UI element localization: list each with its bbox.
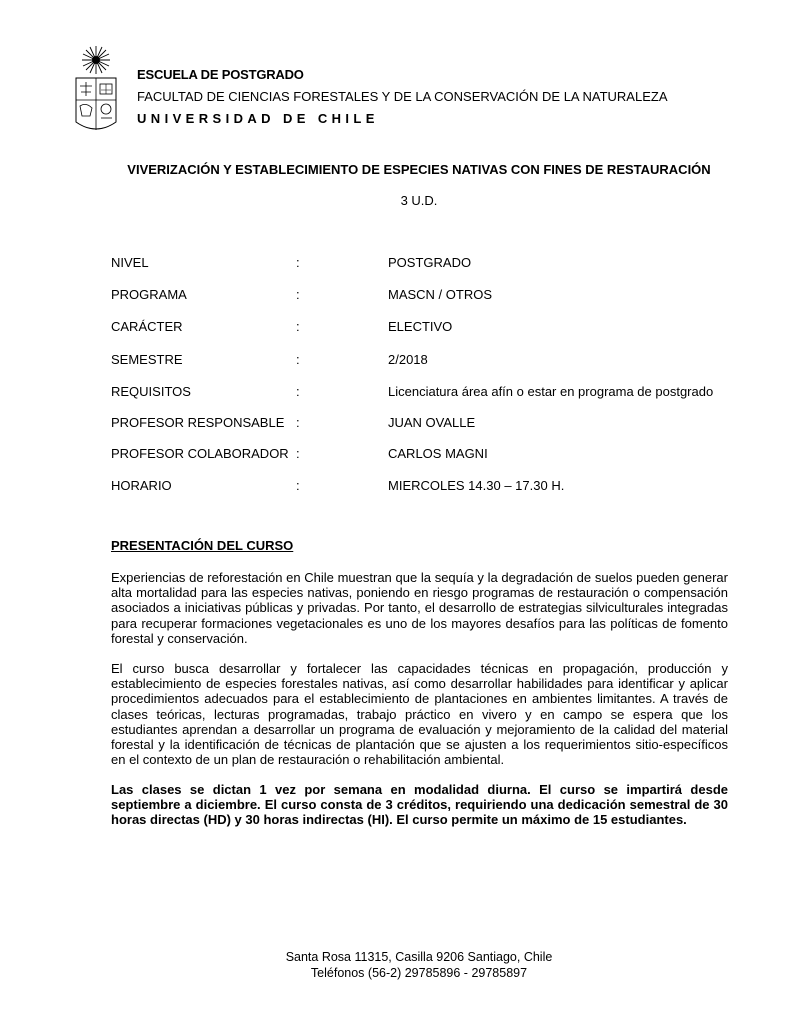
detail-separator: : (296, 478, 300, 493)
detail-row-profesor-responsable (111, 415, 751, 433)
school-name: ESCUELA DE POSTGRADO (137, 67, 304, 82)
presentation-paragraph-2: El curso busca desarrollar y fortalecer las capacidades técnicas en propagación, producción y establecimiento de especies forestales nativas, así como desarrollar habilidades para identificar y aplicar procedimientos adecuados para el establecimiento de plantaciones en ambientes limitantes. A través de clases teóricas, lecturas programadas, trabajo práctico en vivero y en campo se espera que los estudiantes aprendan a desarrollar un programa de evaluación y mejoramiento de la calidad del material forestal y la identificación de técnicas de plantación que se ajusten a los requerimientos sitio-específicos en el contexto de un plan de restauración o rehabilitación ambiental. (111, 661, 728, 768)
detail-row-horario (111, 478, 751, 496)
detail-label: HORARIO (111, 478, 172, 493)
detail-row-caracter (111, 319, 751, 337)
detail-value: Licenciatura área afín o estar en programa de postgrado (388, 384, 714, 399)
detail-value: CARLOS MAGNI (388, 446, 488, 461)
presentation-paragraph-1: Experiencias de reforestación en Chile muestran que la sequía y la degradación de suelos pueden generar alta mortalidad para las especies nativas, poniendo en riesgo programas de restauración o compensación asociados a iniciativas públicas y privadas. Por tanto, el desarrollo de estrategias silviculturales integradas para recuperar formaciones vegetacionales es uno de los mayores desafíos para las políticas de fomento forestal y conservación. (111, 570, 728, 646)
detail-row-requisitos (111, 384, 751, 402)
section-heading-presentacion: PRESENTACIÓN DEL CURSO (111, 538, 294, 553)
detail-label: PROFESOR COLABORADOR (111, 446, 289, 461)
detail-value: MIERCOLES 14.30 – 17.30 H. (388, 478, 565, 493)
detail-separator: : (296, 319, 300, 334)
faculty-name: FACULTAD DE CIENCIAS FORESTALES Y DE LA CONSERVACIÓN DE LA NATURALEZA (137, 89, 668, 104)
detail-label: REQUISITOS (111, 384, 191, 399)
detail-separator: : (296, 255, 300, 270)
university-name: UNIVERSIDAD DE CHILE (137, 111, 379, 126)
detail-label: CARÁCTER (111, 319, 183, 334)
footer-phones: Teléfonos (56-2) 29785896 - 29785897 (310, 966, 528, 980)
detail-value: POSTGRADO (388, 255, 472, 270)
detail-separator: : (296, 415, 300, 430)
detail-row-programa (111, 287, 751, 305)
detail-label: SEMESTRE (111, 352, 183, 367)
detail-value: JUAN OVALLE (388, 415, 476, 430)
detail-value: MASCN / OTROS (388, 287, 493, 302)
detail-label: NIVEL (111, 255, 149, 270)
detail-row-nivel (111, 255, 751, 273)
detail-separator: : (296, 352, 300, 367)
course-credits: 3 U.D. (400, 193, 438, 208)
detail-row-profesor-colaborador (111, 446, 751, 464)
detail-label: PROFESOR RESPONSABLE (111, 415, 285, 430)
detail-separator: : (296, 446, 300, 461)
footer-address: Santa Rosa 11315, Casilla 9206 Santiago, Chile (285, 950, 553, 964)
detail-separator: : (296, 287, 300, 302)
detail-row-semestre (111, 352, 751, 370)
university-crest-logo (70, 42, 118, 136)
presentation-paragraph-3: Las clases se dictan 1 vez por semana en modalidad diurna. El curso se impartirá desde septiembre a diciembre. El curso consta de 3 créditos, requiriendo una dedicación semestral de 30 horas directas (HD) y 30 horas indirectas (HI). El curso permite un máximo de 15 estudiantes. (111, 782, 728, 828)
detail-value: ELECTIVO (388, 319, 453, 334)
course-title: VIVERIZACIÓN Y ESTABLECIMIENTO DE ESPECIES NATIVAS CON FINES DE RESTAURACIÓN (127, 162, 711, 177)
detail-value: 2/2018 (388, 352, 428, 367)
detail-separator: : (296, 384, 300, 399)
detail-label: PROGRAMA (111, 287, 187, 302)
